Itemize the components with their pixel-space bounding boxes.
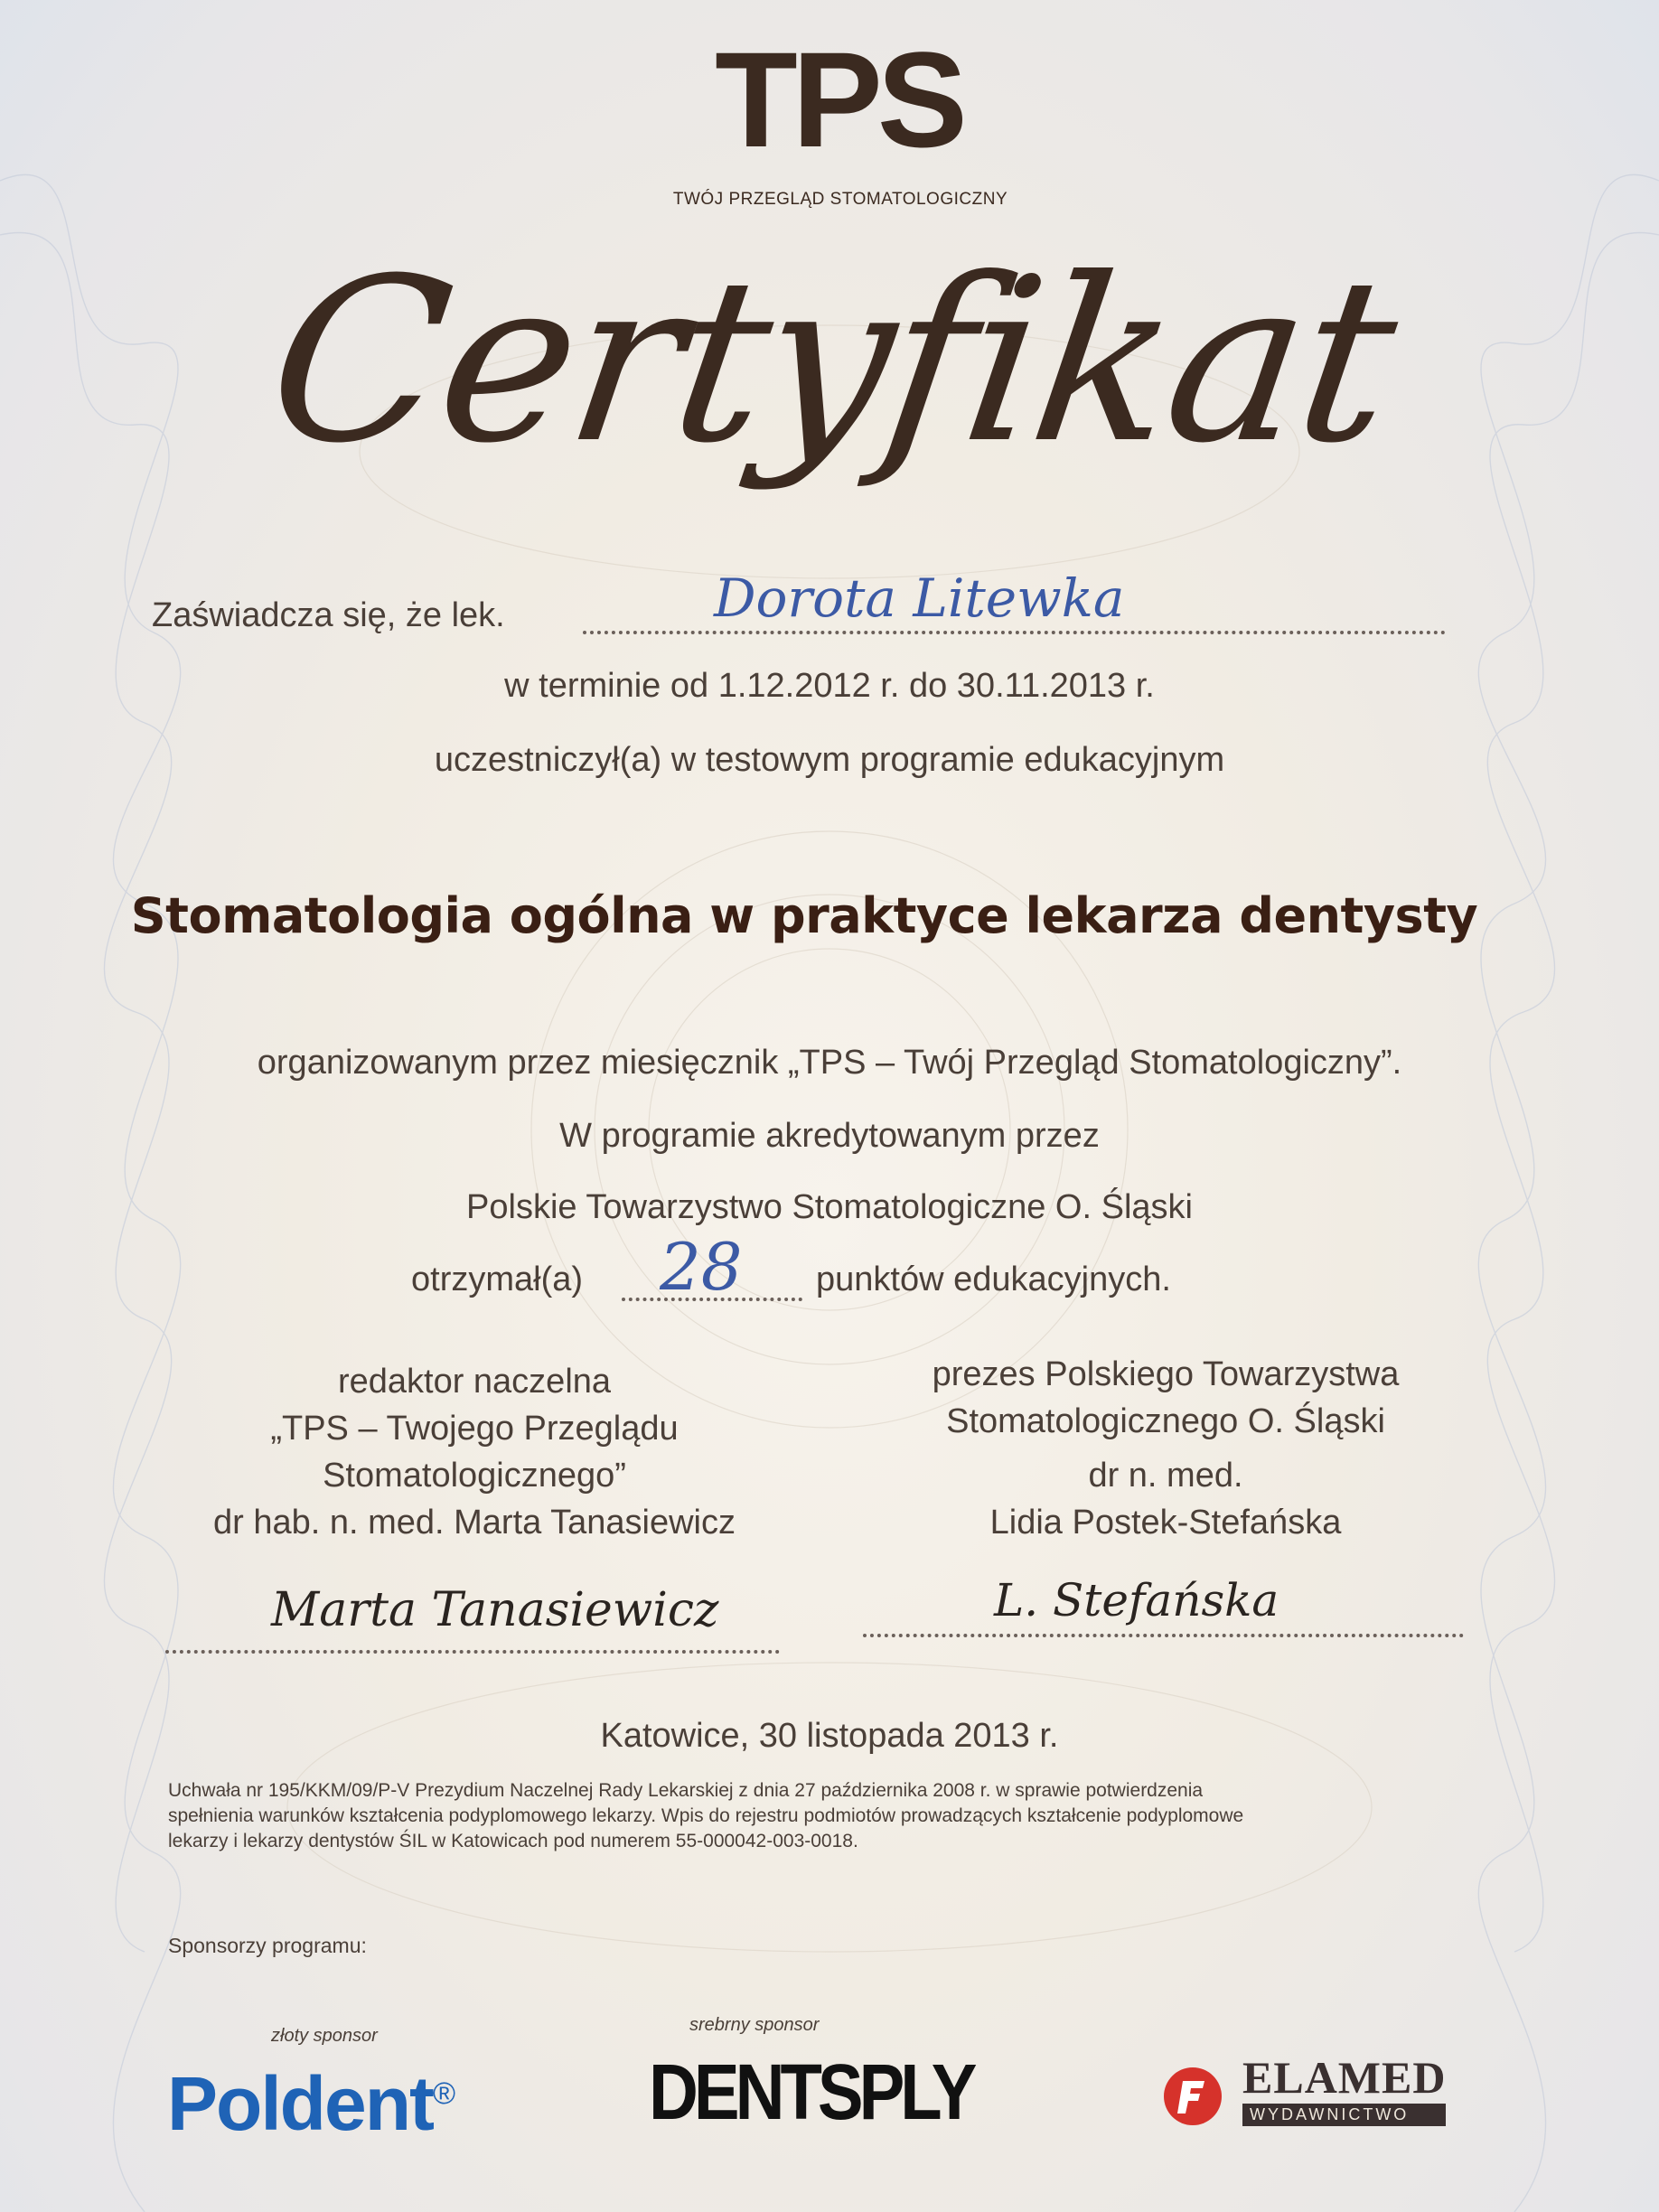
- right-signatory-title: dr n. med.: [1088, 1457, 1243, 1495]
- gold-sponsor-label: złoty sponsor: [271, 2026, 378, 2046]
- left-signatory-role: redaktor naczelna: [337, 1363, 612, 1401]
- left-signatory-org-1: „TPS – Twojego Przeglądu: [270, 1410, 679, 1448]
- tps-logo: TPS: [715, 23, 962, 175]
- program-name: Stomatologia ogólna w praktyce lekarza dentysty: [130, 887, 1478, 944]
- elamed-subtitle: WYDAWNICTWO: [1242, 2104, 1446, 2126]
- organized-line: organizowanym przez miesięcznik „TPS – Twój Przegląd Stomatologiczny”.: [257, 1044, 1402, 1082]
- elamed-logo: [1242, 2051, 1446, 2126]
- legal-note-line: lekarzy i lekarzy dentystów ŚIL w Katowicach pod numerem 55-000042-003-0018.: [168, 1831, 858, 1851]
- left-signatory-org-2: Stomatologicznego”: [323, 1457, 626, 1495]
- participated-line: uczestniczył(a) w testowym programie edukacyjnym: [434, 741, 1225, 779]
- legal-note: [168, 1778, 1496, 1854]
- place-date: Katowice, 30 listopada 2013 r.: [600, 1717, 1059, 1755]
- left-signature: Marta Tanasiewicz: [271, 1583, 719, 1637]
- certificate-title: Certyfikat: [255, 230, 1408, 492]
- society-line: Polskie Towarzystwo Stomatologiczne O. Śląski: [466, 1188, 1193, 1226]
- right-signature-dotted-line: [863, 1626, 1464, 1637]
- registered-mark: ®: [433, 2076, 455, 2111]
- legal-note-line: Uchwała nr 195/KKM/09/P-V Prezydium Naczelnej Rady Lekarskiej z dnia 27 października 2008 r. w sprawie potwierdzenia: [168, 1780, 1204, 1801]
- term-line: w terminie od 1.12.2012 r. do 30.11.2013 r.: [504, 667, 1155, 705]
- accredited-line: W programie akredytowanym przez: [559, 1117, 1100, 1155]
- right-signatory-name: Lidia Postek-Stefańska: [989, 1504, 1342, 1542]
- elamed-emblem-icon: [1161, 2065, 1224, 2128]
- points-handwritten: 28: [660, 1229, 743, 1305]
- poldent-logo: [167, 2060, 454, 2148]
- recipient-handwritten-name: Dorota Litewka: [714, 567, 1125, 629]
- right-signature: L. Stefańska: [994, 1574, 1279, 1626]
- sponsors-title: Sponsorzy programu:: [168, 1934, 367, 1957]
- right-signatory-org: Stomatologicznego O. Śląski: [946, 1402, 1385, 1440]
- legal-note-line: spełnienia warunków kształcenia podyplomowego lekarzy. Wpis do rejestru podmiotów prowadzących kształcenie podyplomowe: [168, 1805, 1244, 1826]
- received-suffix: punktów edukacyjnych.: [816, 1261, 1171, 1298]
- left-signatory-name: dr hab. n. med. Marta Tanasiewicz: [212, 1504, 736, 1542]
- silver-sponsor-label: srebrny sponsor: [689, 2015, 820, 2035]
- poldent-logo-text: Poldent: [167, 2061, 433, 2146]
- right-signatory-role: prezes Polskiego Towarzystwa: [932, 1355, 1400, 1393]
- certify-prefix: Zaświadcza się, że lek.: [152, 596, 505, 634]
- dentsply-logo: DENTSPLY: [649, 2048, 973, 2137]
- received-prefix: otrzymał(a): [411, 1261, 584, 1298]
- elamed-logo-text: ELAMED: [1242, 2052, 1447, 2103]
- tps-logo-subtitle: TWÓJ PRZEGLĄD STOMATOLOGICZNY: [672, 190, 1008, 209]
- left-signature-dotted-line: [165, 1643, 780, 1654]
